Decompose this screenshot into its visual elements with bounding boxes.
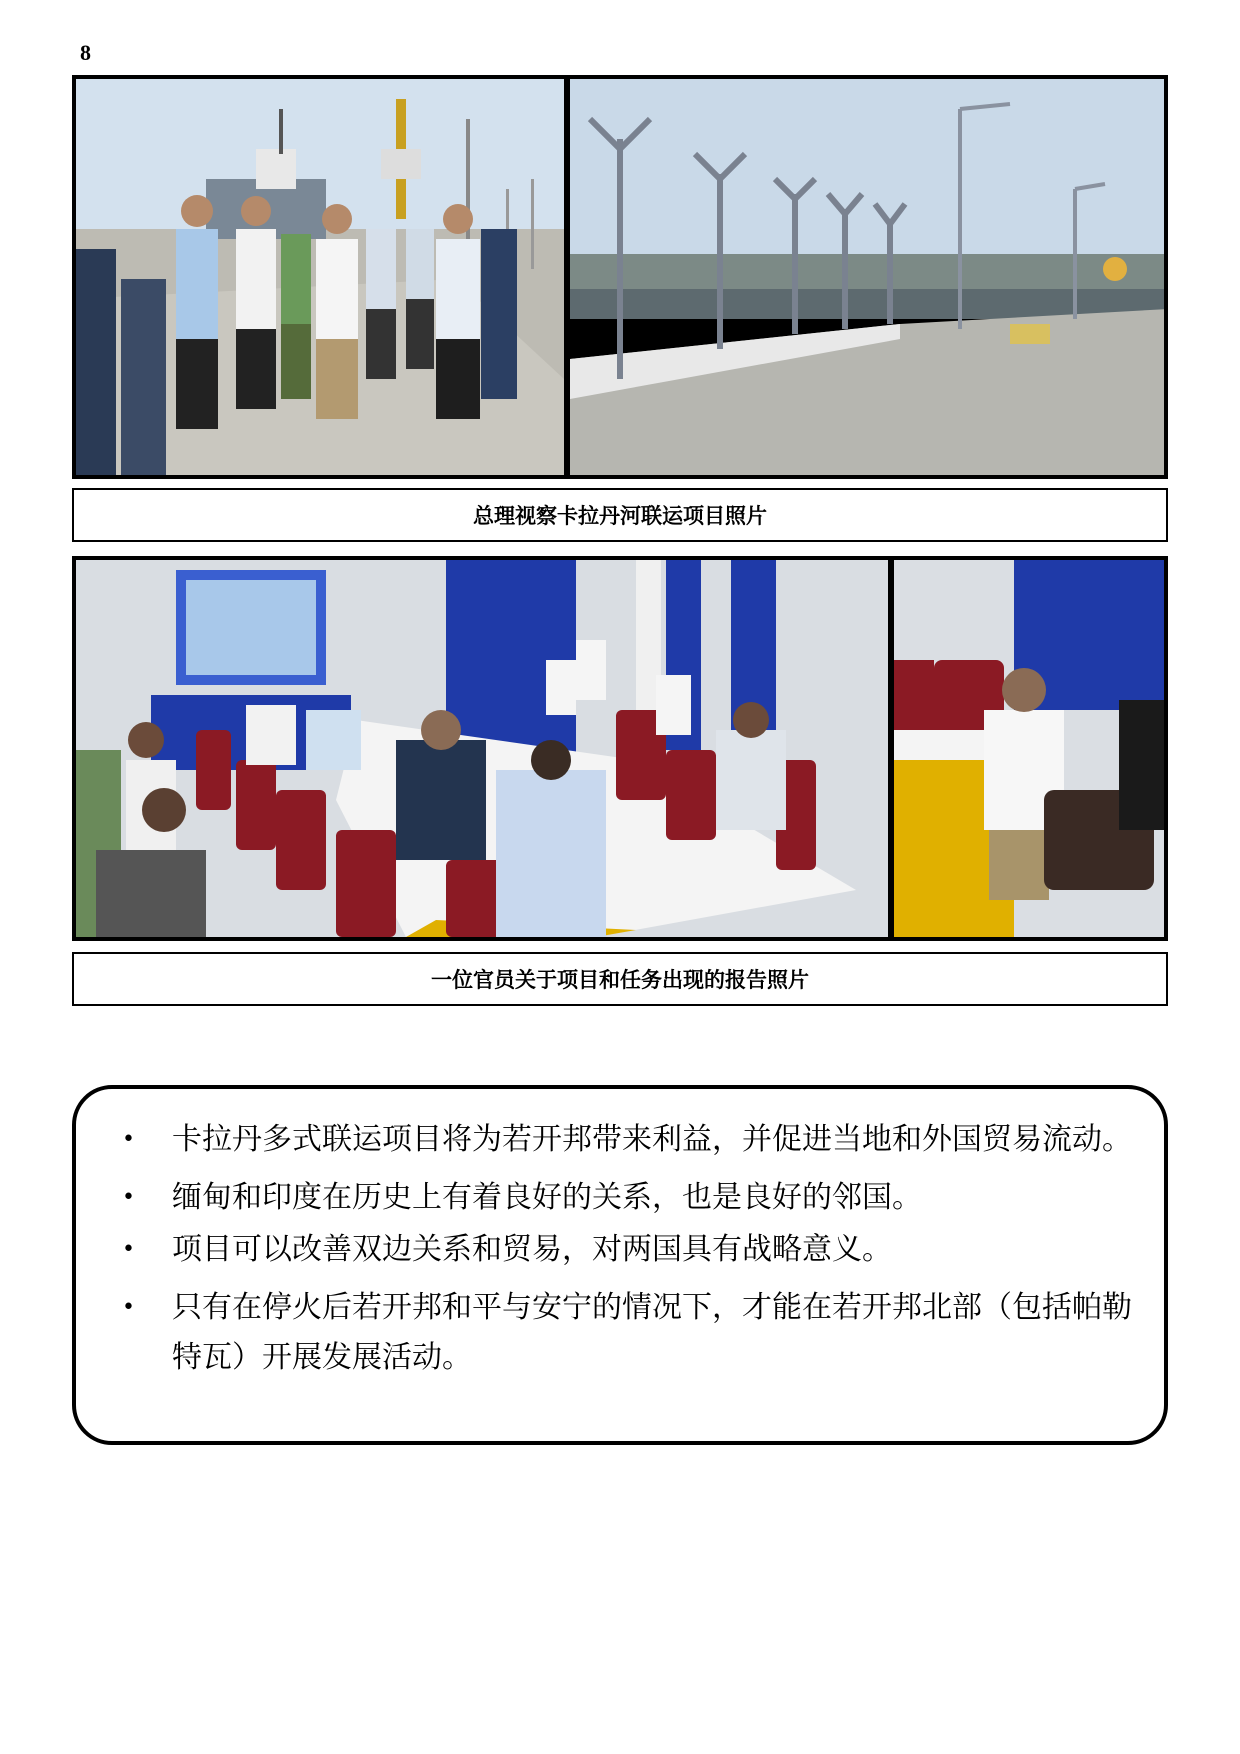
- page-number: 8: [80, 40, 91, 65]
- bullet-icon: •: [122, 1127, 135, 1152]
- photo-frame-bottom: [72, 556, 1168, 941]
- bullet-icon: •: [122, 1237, 135, 1262]
- summary-point-text: 卡拉丹多式联运项目将为若开邦带来利益，并促进当地和外国贸易流动。: [172, 1122, 1132, 1157]
- summary-list: [116, 1115, 1140, 1383]
- official-seated-at-table-photo: [894, 560, 1168, 937]
- summary-point-text: 项目可以改善双边关系和贸易，对两国具有战略意义。: [172, 1232, 892, 1267]
- figure-caption-1: 总理视察卡拉丹河联运项目照片: [72, 488, 1168, 542]
- bullet-icon: •: [122, 1185, 135, 1210]
- photo-frame-top: [72, 75, 1168, 479]
- summary-point: [116, 1283, 1140, 1383]
- officials-walking-on-pier-photo: [76, 79, 564, 475]
- summary-point-text: 只有在停火后若开邦和平与安宁的情况下，才能在若开邦北部（包括帕勒特瓦）开展发展活动。: [172, 1290, 1132, 1375]
- conference-room-briefing-photo: [76, 560, 888, 937]
- bullet-icon: •: [122, 1295, 135, 1320]
- figure-caption-2: 一位官员关于项目和任务出现的报告照片: [72, 952, 1168, 1006]
- summary-point: [116, 1225, 1140, 1275]
- summary-point: [116, 1115, 1140, 1165]
- summary-box: [72, 1085, 1168, 1445]
- empty-pier-with-lamps-photo: [570, 79, 1168, 475]
- summary-point-text: 缅甸和印度在历史上有着良好的关系，也是良好的邻国。: [172, 1180, 922, 1215]
- summary-point: [116, 1173, 1140, 1223]
